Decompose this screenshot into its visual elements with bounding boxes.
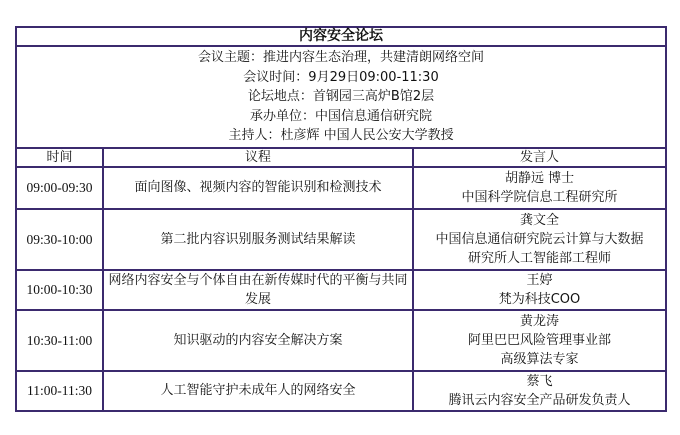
speaker-line: 中国科学院信息工程研究所 <box>461 189 618 205</box>
meeting-organizer: 承办单位：中国信息通信研究院 <box>250 108 433 124</box>
speaker-line: 阿里巴巴风险管理事业部 <box>468 332 612 348</box>
meeting-venue: 论坛地点：首钢园三高炉B馆2层 <box>247 89 435 105</box>
speaker-line: 黄龙涛 <box>520 313 560 329</box>
row-time: 09:30-10:00 <box>16 209 103 270</box>
row-time: 10:30-11:00 <box>16 310 103 371</box>
speaker-line: 腾讯云内容安全产品研发负责人 <box>448 392 631 408</box>
row-time: 09:00-09:30 <box>16 167 103 209</box>
row-time: 10:00-10:30 <box>16 270 103 310</box>
speaker-line: 研究所人工智能部工程师 <box>468 250 612 266</box>
speaker-line: 王婷 <box>526 272 553 288</box>
agenda-row <box>16 209 666 270</box>
info-row <box>16 46 666 148</box>
speaker-line: 龚文全 <box>520 212 560 228</box>
row-time: 11:00-11:30 <box>16 371 103 411</box>
forum-schedule-table <box>15 26 667 412</box>
agenda-row <box>16 167 666 209</box>
meeting-theme: 会议主题：推进内容生态治理，共建清朗网络空间 <box>198 50 485 65</box>
column-header-agenda: 议程 <box>103 148 413 167</box>
speaker-line: 中国信息通信研究院云计算与大数据 <box>435 231 644 247</box>
forum-info <box>16 46 666 148</box>
row-speaker <box>413 310 666 371</box>
agenda-row <box>16 270 666 310</box>
agenda-row <box>16 310 666 371</box>
speaker-line: 蔡飞 <box>526 373 553 389</box>
row-speaker <box>413 270 666 310</box>
meeting-host: 主持人：杜彦辉 中国人民公安大学教授 <box>228 128 454 144</box>
row-agenda: 网络内容安全与个体自由在新传媒时代的平衡与共同发展 <box>103 270 413 310</box>
row-agenda: 第二批内容识别服务测试结果解读 <box>103 209 413 270</box>
row-speaker <box>413 167 666 209</box>
agenda-row <box>16 371 666 411</box>
column-header-speaker: 发言人 <box>413 148 666 167</box>
speaker-line: 胡静远 博士 <box>504 170 575 186</box>
column-header-time: 时间 <box>16 148 103 167</box>
meeting-time: 会议时间：9月29日09:00-11:30 <box>243 69 439 85</box>
title-row <box>16 27 666 46</box>
speaker-line: 高级算法专家 <box>500 351 579 367</box>
row-agenda: 面向图像、视频内容的智能识别和检测技术 <box>103 167 413 209</box>
row-speaker <box>413 371 666 411</box>
speaker-line: 梵为科技COO <box>498 291 581 307</box>
row-agenda: 知识驱动的内容安全解决方案 <box>103 310 413 371</box>
column-header-row <box>16 148 666 167</box>
row-speaker <box>413 209 666 270</box>
forum-title: 内容安全论坛 <box>16 27 666 46</box>
row-agenda: 人工智能守护未成年人的网络安全 <box>103 371 413 411</box>
